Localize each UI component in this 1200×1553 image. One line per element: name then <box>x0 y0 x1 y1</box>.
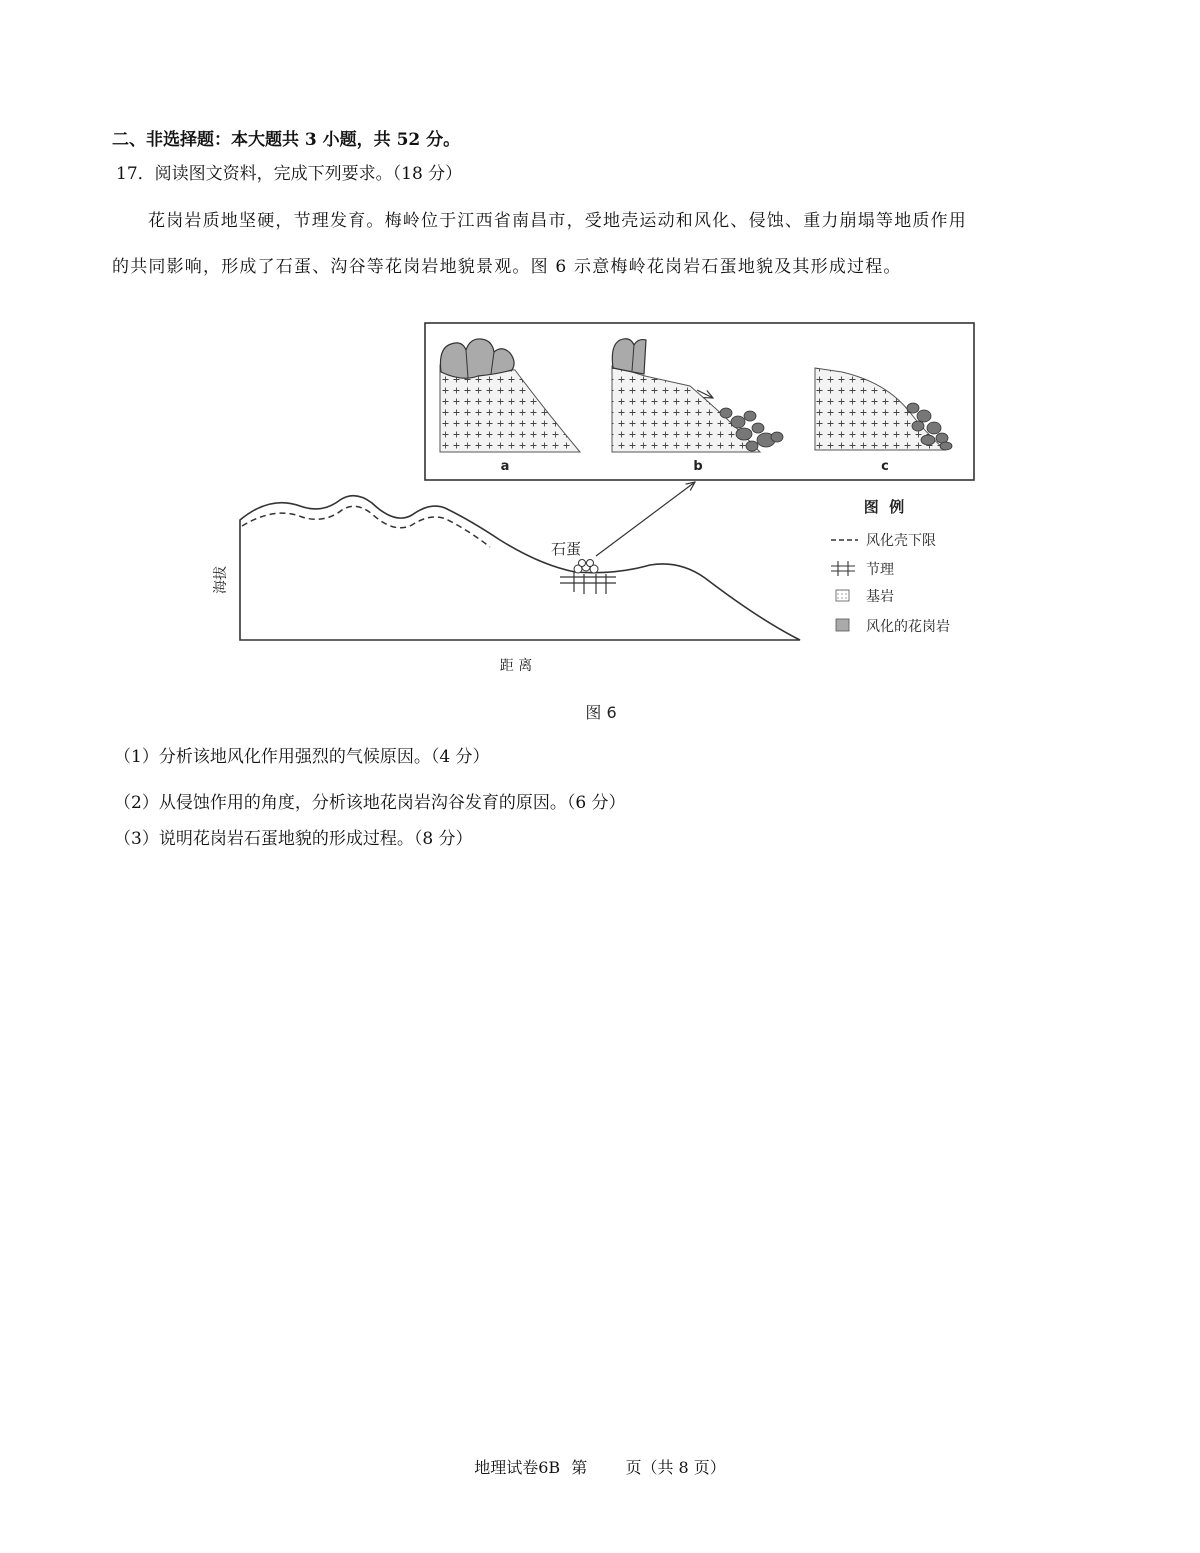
legend-weathered-granite-icon <box>836 619 849 631</box>
section-heading: 二、非选择题：本大题共 3 小题，共 52 分。 <box>112 130 461 150</box>
stage-b-weathered-cap <box>612 339 646 374</box>
paragraph-line-1: 花岗岩质地坚硬，节理发育。梅岭位于江西省南昌市，受地壳运动和风化、侵蚀、重力崩塌等地质作用 <box>148 211 967 231</box>
stage-a-weathered-cap <box>440 339 514 378</box>
stone-egg-feature <box>560 560 616 595</box>
callout-arrow <box>596 482 695 556</box>
figure-6 <box>0 0 1200 722</box>
y-axis-label: 海拔 <box>213 566 229 594</box>
legend-item-weathered-granite: 风化的花岗岩 <box>866 619 950 635</box>
sub-question-1: （1）分析该地风化作用强烈的气候原因。（4 分） <box>114 747 490 767</box>
footer-page-prefix: 第 <box>571 1458 588 1477</box>
question-stem: 17．阅读图文资料，完成下列要求。（18 分） <box>116 164 463 184</box>
stone-egg-label: 石蛋 <box>550 540 582 558</box>
paragraph-line-2: 的共同影响，形成了石蛋、沟谷等花岗岩地貌景观。图 6 示意梅岭花岗岩石蛋地貌及其形成过程。 <box>112 257 902 277</box>
legend-title: 图 例 <box>863 498 905 516</box>
stage-b-diagram <box>612 339 783 452</box>
figure-caption: 图 6 <box>585 703 617 722</box>
legend-item-bedrock: 基岩 <box>866 589 894 605</box>
terrain-profile <box>240 496 800 640</box>
sub-question-2: （2）从侵蚀作用的角度，分析该地花岗岩沟谷发育的原因。（6 分） <box>114 793 626 813</box>
stage-label-b: b <box>693 459 703 474</box>
sub-question-3: （3）说明花岗岩石蛋地貌的形成过程。（8 分） <box>114 829 473 849</box>
page-footer <box>0 1455 1200 1478</box>
legend-item-weathering-limit: 风化壳下限 <box>866 533 936 549</box>
legend-bedrock-icon <box>836 590 849 601</box>
legend-joint-icon <box>831 561 855 576</box>
footer-subject: 地理试卷6B <box>474 1458 561 1477</box>
stage-a-diagram <box>440 339 580 452</box>
legend <box>831 498 950 635</box>
x-axis-label: 距 离 <box>499 658 533 674</box>
stage-c-diagram <box>815 368 952 450</box>
stage-label-a: a <box>500 459 510 474</box>
legend-item-joint: 节理 <box>866 562 894 578</box>
footer-page-suffix: 页（共 8 页） <box>625 1458 726 1477</box>
stage-label-c: c <box>881 459 889 474</box>
